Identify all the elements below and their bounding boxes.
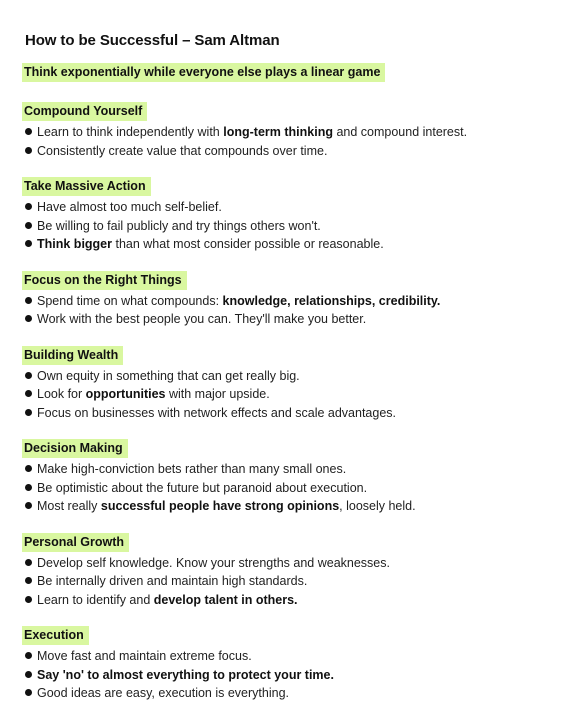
section-heading-row	[25, 439, 565, 458]
bullet-text: Own equity in something that can get really big.	[37, 368, 300, 383]
bullet-list	[25, 554, 565, 610]
subtitle-row	[25, 63, 565, 82]
bullet-list	[25, 460, 565, 516]
bullet-list	[25, 647, 565, 703]
bullet-dot-icon	[25, 484, 32, 491]
bullet-dot-icon	[25, 297, 32, 304]
bullet-item	[25, 385, 565, 404]
document-page	[25, 32, 565, 720]
bullet-item	[25, 497, 565, 516]
section-heading: Execution	[22, 626, 89, 645]
bullet-text: Consistently create value that compounds over time.	[37, 143, 328, 158]
bullet-dot-icon	[25, 671, 32, 678]
section-heading: Decision Making	[22, 439, 128, 458]
section	[25, 626, 565, 703]
bullet-list	[25, 123, 565, 160]
bullet-item	[25, 647, 565, 666]
section	[25, 271, 565, 329]
section-heading-row	[25, 177, 565, 196]
bullet-item	[25, 460, 565, 479]
bullet-item	[25, 235, 565, 254]
bullet-text: Most really	[37, 499, 101, 513]
bullet-item	[25, 666, 565, 685]
bullet-list	[25, 367, 565, 423]
bullet-dot-icon	[25, 409, 32, 416]
bullet-dot-icon	[25, 689, 32, 696]
bullet-text-bold: Think bigger	[37, 237, 112, 251]
bullet-text-bold: opportunities	[85, 387, 166, 401]
section	[25, 102, 565, 160]
section	[25, 177, 565, 254]
bullet-text: than what most consider possible or reasonable.	[112, 237, 384, 251]
bullet-text-bold: develop talent in others.	[153, 592, 298, 607]
bullet-dot-icon	[25, 372, 32, 379]
bullet-item	[25, 572, 565, 591]
bullet-text: and compound interest.	[332, 125, 468, 139]
bullet-text: Move fast and maintain extreme focus.	[37, 649, 252, 663]
bullet-dot-icon	[25, 240, 32, 247]
section-heading: Take Massive Action	[22, 177, 151, 196]
bullet-dot-icon	[25, 315, 32, 322]
bullet-dot-icon	[25, 502, 32, 509]
sections-container	[25, 102, 565, 703]
bullet-text: Good ideas are easy, execution is everything.	[37, 686, 289, 700]
bullet-dot-icon	[25, 596, 32, 603]
bullet-text-bold: successful people have strong opinions	[100, 499, 340, 513]
bullet-text-bold: Say 'no' to almost everything to protect your time.	[37, 667, 334, 682]
section-heading: Compound Yourself	[22, 102, 147, 121]
section-heading-row	[25, 102, 565, 121]
section-heading-row	[25, 533, 565, 552]
bullet-text: Learn to think independently with	[37, 125, 224, 139]
bullet-text: Make high-conviction bets rather than many small ones.	[37, 462, 347, 476]
bullet-dot-icon	[25, 222, 32, 229]
bullet-text: Focus on businesses with network effects and scale advantages.	[37, 405, 397, 420]
bullet-text: , loosely held.	[339, 499, 416, 513]
bullet-dot-icon	[25, 128, 32, 135]
section-heading-row	[25, 346, 565, 365]
bullet-dot-icon	[25, 577, 32, 584]
bullet-dot-icon	[25, 465, 32, 472]
section	[25, 346, 565, 423]
subtitle-highlight: Think exponentially while everyone else plays a linear game	[22, 63, 385, 82]
bullet-item	[25, 591, 565, 610]
bullet-item	[25, 198, 565, 217]
bullet-text-bold: long-term thinking	[223, 125, 333, 139]
bullet-item	[25, 123, 565, 142]
bullet-text: with major upside.	[165, 387, 270, 401]
bullet-dot-icon	[25, 652, 32, 659]
bullet-item	[25, 142, 565, 161]
bullet-text: Be willing to fail publicly and try things others won't.	[37, 218, 321, 233]
bullet-item	[25, 554, 565, 573]
bullet-item	[25, 479, 565, 498]
bullet-item	[25, 404, 565, 423]
section-heading: Personal Growth	[22, 533, 129, 552]
section-heading-row	[25, 626, 565, 645]
section-heading: Focus on the Right Things	[22, 271, 187, 290]
bullet-list	[25, 292, 565, 329]
bullet-text: Spend time on what compounds:	[37, 293, 223, 308]
bullet-text: Have almost too much self-belief.	[37, 200, 222, 214]
bullet-dot-icon	[25, 559, 32, 566]
bullet-dot-icon	[25, 390, 32, 397]
section-heading: Building Wealth	[22, 346, 123, 365]
bullet-list	[25, 198, 565, 254]
bullet-dot-icon	[25, 147, 32, 154]
page-title: How to be Successful – Sam Altman	[25, 32, 280, 49]
bullet-text: Be optimistic about the future but paranoid about execution.	[37, 480, 368, 495]
bullet-text: Develop self knowledge. Know your strengths and weaknesses.	[37, 555, 390, 570]
section	[25, 533, 565, 610]
section-heading-row	[25, 271, 565, 290]
bullet-text: Work with the best people you can. They'll make you better.	[37, 312, 367, 326]
bullet-text-bold: knowledge, relationships, credibility.	[222, 293, 441, 308]
bullet-item	[25, 217, 565, 236]
bullet-item	[25, 310, 565, 329]
bullet-item	[25, 367, 565, 386]
bullet-text: Look for	[37, 387, 86, 401]
section	[25, 439, 565, 516]
bullet-item	[25, 292, 565, 311]
bullet-dot-icon	[25, 203, 32, 210]
bullet-text: Be internally driven and maintain high standards.	[37, 574, 308, 588]
bullet-text: Learn to identify and	[37, 592, 154, 607]
